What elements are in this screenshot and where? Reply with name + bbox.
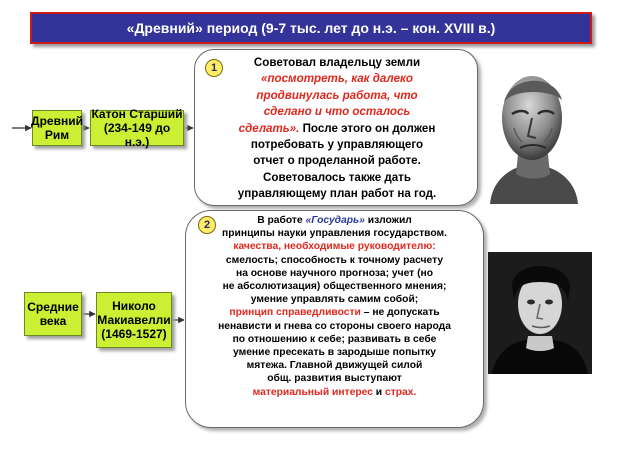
text-fragment: В работе bbox=[257, 215, 306, 226]
quote-line: «посмотреть, как далеко bbox=[261, 72, 413, 86]
person-dates: (1469-1527) bbox=[101, 327, 167, 341]
period-label-line-1: Древний bbox=[31, 114, 83, 128]
text-fragment: – не допускать bbox=[360, 307, 440, 319]
text-line: смелость; способность к точному расчету bbox=[225, 254, 444, 266]
text-line: не абсолютизация) общественного мнения; bbox=[222, 281, 447, 293]
person-box-machiavelli bbox=[96, 292, 172, 348]
person-name: Катон Старший bbox=[91, 107, 183, 121]
quote-line: продвинулась работа, что bbox=[256, 88, 418, 102]
text-fragment: и bbox=[372, 386, 385, 398]
callout-machiavelli bbox=[185, 210, 484, 428]
text-line: потребовать у управляющего bbox=[250, 138, 424, 152]
highlight-fragment: принцип справедливости bbox=[229, 307, 361, 319]
text-after-quote: После этого он должен bbox=[299, 121, 436, 135]
machiavelli-portrait-icon bbox=[488, 252, 592, 374]
text-fragment: изложил bbox=[364, 215, 412, 226]
text-line bbox=[198, 214, 471, 227]
callout-cato bbox=[194, 49, 478, 206]
text-line: на основе научного прогноза; учет (но bbox=[235, 267, 434, 279]
text-line: управляющему план работ на год. bbox=[237, 187, 437, 201]
text-line: умение управлять самим собой; bbox=[250, 294, 419, 306]
period-box-ancient-rome bbox=[32, 110, 82, 146]
slide-title: «Древний» период (9-7 тыс. лет до н.э. – кон. XVIII в.) bbox=[30, 12, 592, 44]
person-box-cato bbox=[90, 107, 184, 149]
person-first-name: Николо bbox=[112, 299, 156, 313]
period-label-line-1: Средние bbox=[27, 300, 79, 314]
book-title: «Государь» bbox=[305, 215, 365, 226]
period-label-line-2: века bbox=[39, 314, 67, 328]
number-badge-2: 2 bbox=[198, 216, 216, 234]
text-line: отчет о проделанной работе. bbox=[253, 154, 421, 168]
text-line: Советовал владельцу земли bbox=[253, 56, 421, 69]
text-line: принципы науки управления государством. bbox=[222, 228, 447, 240]
quote-end: сделать». bbox=[238, 121, 300, 135]
text-line: по отношению к себе; развивать в себе bbox=[232, 333, 437, 345]
text-line bbox=[198, 386, 471, 399]
period-box-middle-ages bbox=[24, 292, 82, 336]
callout-cato-text bbox=[205, 55, 469, 203]
person-dates: (234-149 до н.э.) bbox=[103, 121, 171, 149]
highlight-fragment: страх. bbox=[385, 386, 417, 398]
highlight-fragment: материальный интерес bbox=[252, 386, 373, 398]
period-label-line-2: Рим bbox=[44, 128, 70, 142]
quote-line: сделано и что осталось bbox=[263, 105, 411, 119]
roman-bust-portrait-icon bbox=[482, 62, 584, 204]
text-line bbox=[198, 306, 471, 319]
number-badge-1: 1 bbox=[205, 59, 223, 77]
callout-machiavelli-text bbox=[198, 214, 471, 399]
text-line: Советовалось также дать bbox=[263, 170, 411, 184]
text-line: общ. развития выступают bbox=[267, 373, 402, 385]
text-line: ненависти и гнева со стороны своего народа bbox=[218, 320, 451, 332]
person-last-name: Макиавелли bbox=[97, 313, 171, 327]
text-line bbox=[205, 121, 469, 137]
text-line: умение пресекать в зародыше попытку bbox=[232, 347, 437, 359]
text-line: мятежа. Главной движущей силой bbox=[246, 360, 423, 372]
highlight-line: качества, необходимые руководителю: bbox=[233, 241, 436, 253]
